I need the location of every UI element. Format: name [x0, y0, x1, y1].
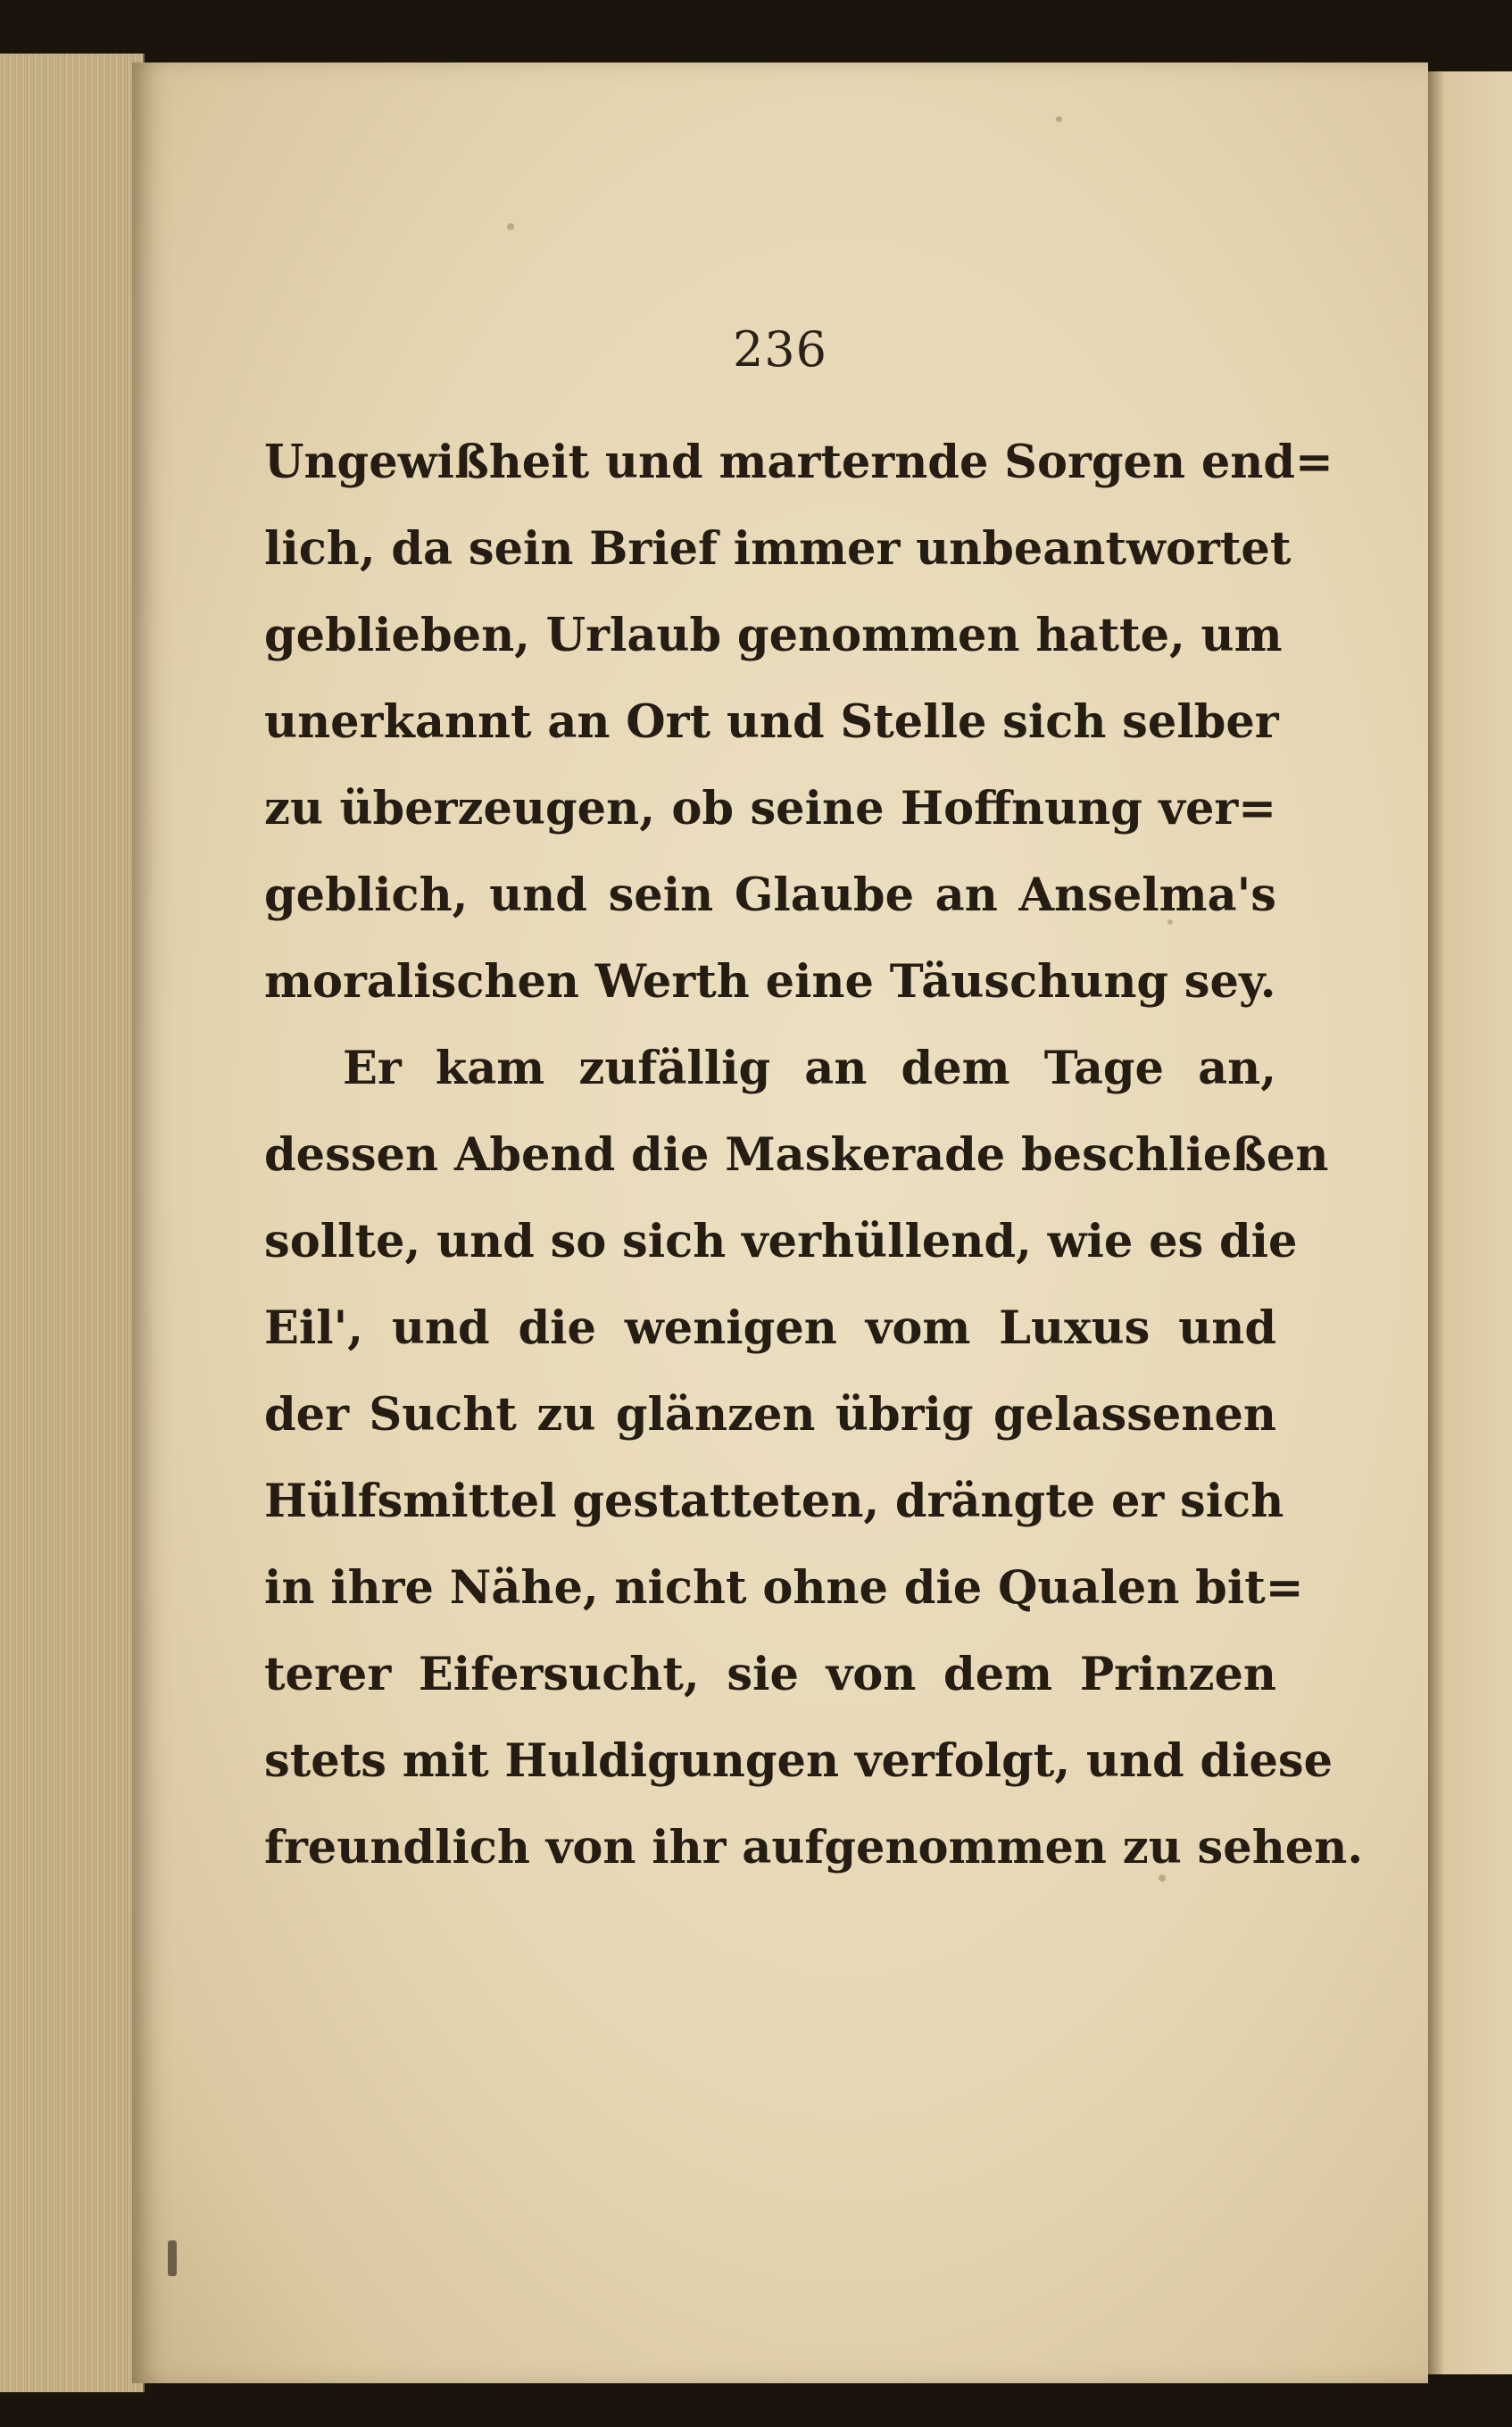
- text-line: dessen Abend die Maskerade beschließen: [264, 1128, 1329, 1182]
- text-line: freundlich von ihr aufgenommen zu sehen.: [264, 1821, 1364, 1874]
- text-line: sollte, und so sich verhüllend, wie es die: [264, 1215, 1298, 1268]
- text-line: geblich, und sein Glaube an Anselma's: [264, 869, 1276, 922]
- paper-spot: [1056, 116, 1062, 122]
- text-line: Eil', und die wenigen vom Luxus und: [264, 1301, 1276, 1355]
- text-line: geblieben, Urlaub genommen hatte, um: [264, 609, 1283, 662]
- text-line: zu überzeugen, ob seine Hoffnung ver=: [264, 782, 1276, 835]
- text-line: stets mit Huldigungen verfolgt, und diese: [264, 1734, 1333, 1788]
- text-line: Hülfsmittel gestatteten, drängte er sich: [264, 1475, 1284, 1528]
- page-edges: [0, 54, 145, 2392]
- body-text: [264, 420, 1364, 1891]
- paper-spot: [507, 223, 514, 230]
- facing-page-edge: [1428, 71, 1512, 2374]
- text-line: lich, da sein Brief immer unbeantwortet: [264, 522, 1292, 576]
- page-number: 236: [732, 321, 828, 378]
- text-line: Ungewißheit und marternde Sorgen end=: [264, 436, 1333, 489]
- text-line: unerkannt an Ort und Stelle sich selber: [264, 695, 1279, 749]
- text-line: in ihre Nähe, nicht ohne die Qualen bit=: [264, 1561, 1304, 1615]
- text-line: der Sucht zu glänzen übrig gelassenen: [264, 1388, 1276, 1442]
- paper-spot: [168, 2240, 177, 2276]
- text-line: terer Eifersucht, sie von dem Prinzen: [264, 1648, 1276, 1701]
- text-line: moralischen Werth eine Täuschung sey.: [264, 955, 1276, 1009]
- text-line: Er kam zufällig an dem Tage an,: [343, 1042, 1276, 1095]
